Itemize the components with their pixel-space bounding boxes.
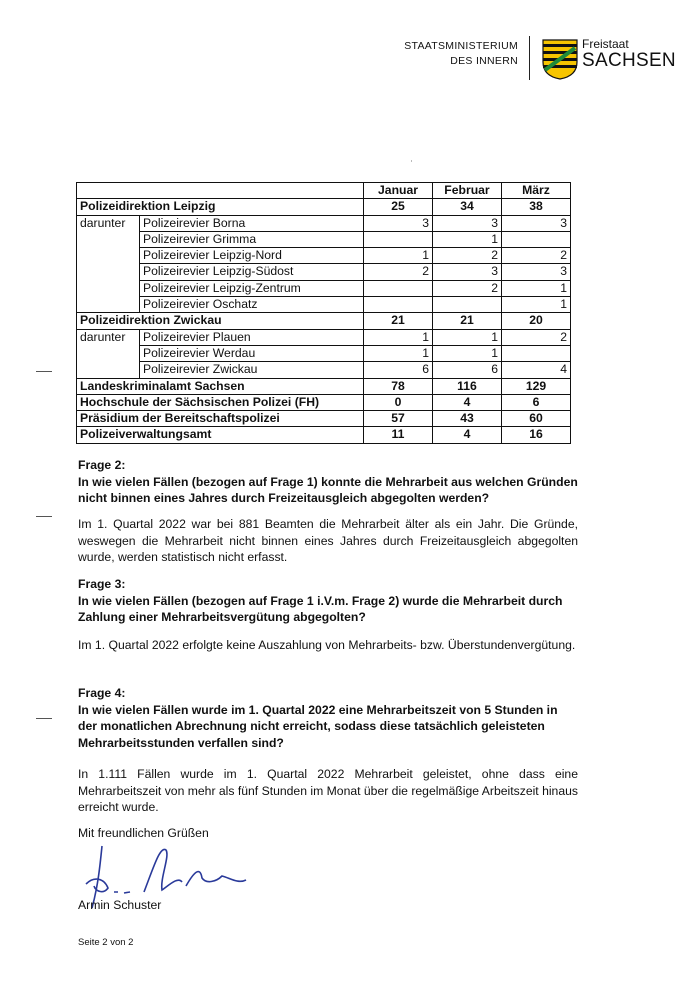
cell-jan: 3 <box>364 215 433 231</box>
question-2-heading: Frage 2: <box>78 458 126 472</box>
question-2-text: In wie vielen Fällen (bezogen auf Frage 1) konnte die Mehrarbeit aus welchen Gründen nicht binnen eines Jahres durch Freizeitausgleich abgegolten werden? <box>78 474 578 505</box>
cell-mar: 60 <box>502 411 571 427</box>
table-header-row <box>77 183 571 199</box>
row-label: Polizeirevier Grimma <box>140 231 364 247</box>
ministry-name <box>398 39 518 69</box>
cell-jan: 1 <box>364 345 433 361</box>
cell-feb: 116 <box>433 378 502 394</box>
cell-feb: 43 <box>433 411 502 427</box>
row-group <box>77 231 140 247</box>
table-header-march: März <box>502 183 571 199</box>
table-row-sub <box>77 345 571 361</box>
cell-jan: 0 <box>364 394 433 410</box>
row-group <box>77 248 140 264</box>
cell-jan: 21 <box>364 313 433 329</box>
question-3 <box>78 576 578 626</box>
cell-mar: 6 <box>502 394 571 410</box>
table-body <box>77 199 571 443</box>
cell-feb: 34 <box>433 199 502 215</box>
table-row-main <box>77 394 571 410</box>
row-label: Polizeidirektion Zwickau <box>77 313 364 329</box>
answer-3: Im 1. Quartal 2022 erfolgte keine Auszahlung von Mehrarbeits- bzw. Überstundenvergütung. <box>78 638 576 652</box>
cell-jan: 57 <box>364 411 433 427</box>
row-group <box>77 264 140 280</box>
cell-jan <box>364 297 433 313</box>
margin-mark <box>36 371 52 372</box>
signer-name: Armin Schuster <box>78 898 162 912</box>
row-label: Polizeirevier Zwickau <box>140 362 364 378</box>
row-label: Landeskriminalamt Sachsen <box>77 378 364 394</box>
overtime-table <box>76 182 571 444</box>
closing-greeting: Mit freundlichen Grüßen <box>78 826 209 840</box>
cell-mar: 1 <box>502 280 571 296</box>
ministry-line-1: STAATSMINISTERIUM <box>404 40 518 52</box>
margin-mark <box>36 718 52 719</box>
table-row-main <box>77 411 571 427</box>
brand-line-2: SACHSEN <box>582 50 676 71</box>
cell-jan <box>364 280 433 296</box>
cell-jan: 6 <box>364 362 433 378</box>
cell-feb: 1 <box>433 329 502 345</box>
cell-mar: 2 <box>502 248 571 264</box>
row-label: Polizeirevier Leipzig-Nord <box>140 248 364 264</box>
cell-jan: 78 <box>364 378 433 394</box>
question-2 <box>78 457 578 507</box>
row-label: Hochschule der Sächsischen Polizei (FH) <box>77 394 364 410</box>
row-label: Polizeirevier Leipzig-Südost <box>140 264 364 280</box>
row-label: Polizeirevier Werdau <box>140 345 364 361</box>
cell-feb: 6 <box>433 362 502 378</box>
ministry-line-2: DES INNERN <box>450 55 518 67</box>
cell-feb: 1 <box>433 345 502 361</box>
question-3-text: In wie vielen Fällen (bezogen auf Frage 1 i.V.m. Frage 2) wurde die Mehrarbeit durch Zahlung einer Mehrarbeitsvergütung abgegolten? <box>78 593 563 624</box>
cell-mar: 4 <box>502 362 571 378</box>
answer-2: Im 1. Quartal 2022 war bei 881 Beamten die Mehrarbeit älter als ein Jahr. Die Gründe, weswegen die Mehrarbeit nicht binnen eines Jahres durch Freizeitausgleich abgegolten wurde, werden statistisch nicht erfasst. <box>78 517 578 564</box>
cell-mar: 16 <box>502 427 571 443</box>
question-4 <box>78 685 578 751</box>
cell-jan: 25 <box>364 199 433 215</box>
table-row-sub <box>77 329 571 345</box>
cell-mar: 1 <box>502 297 571 313</box>
cell-feb: 3 <box>433 215 502 231</box>
row-label: Polizeiverwaltungsamt <box>77 427 364 443</box>
cell-feb: 1 <box>433 231 502 247</box>
cell-feb: 4 <box>433 394 502 410</box>
table-row-sub <box>77 362 571 378</box>
table-row-sub <box>77 264 571 280</box>
cell-mar: 129 <box>502 378 571 394</box>
table-row-main <box>77 313 571 329</box>
saxony-crest-icon <box>541 38 579 80</box>
table-row-sub <box>77 231 571 247</box>
row-group <box>77 362 140 378</box>
table-header-january: Januar <box>364 183 433 199</box>
page-footer: Seite 2 von 2 <box>78 937 134 948</box>
table-row-main <box>77 378 571 394</box>
cell-feb <box>433 297 502 313</box>
cell-mar <box>502 231 571 247</box>
cell-feb: 2 <box>433 280 502 296</box>
cell-jan: 11 <box>364 427 433 443</box>
cell-feb: 3 <box>433 264 502 280</box>
table-row-main <box>77 199 571 215</box>
question-4-text: In wie vielen Fällen wurde im 1. Quartal 2022 eine Mehrarbeitszeit von 5 Stunden in der monatlichen Abrechnung nicht erreicht, sodass diese tatsächlich geleisteten Mehrarbeitsstunden verfallen sind? <box>78 702 558 750</box>
row-label: Polizeirevier Leipzig-Zentrum <box>140 280 364 296</box>
row-label: Polizeirevier Oschatz <box>140 297 364 313</box>
brand-wordmark <box>582 37 676 71</box>
row-label: Polizeirevier Borna <box>140 215 364 231</box>
brand-line-1: Freistaat <box>582 37 629 51</box>
cell-jan: 2 <box>364 264 433 280</box>
table-row-sub <box>77 215 571 231</box>
table-row-sub <box>77 297 571 313</box>
answer-4: In 1.111 Fällen wurde im 1. Quartal 2022 Mehrarbeit geleistet, ohne dass eine Mehrarbeitszeit von mehr als fünf Stunden im Monat über die regelmäßige Arbeitszeit hinaus erreicht wurde. <box>78 767 578 814</box>
row-label: Präsidium der Bereitschaftspolizei <box>77 411 364 427</box>
cell-feb: 4 <box>433 427 502 443</box>
question-4-heading: Frage 4: <box>78 686 126 700</box>
row-group: darunter <box>77 329 140 345</box>
table-row-main <box>77 427 571 443</box>
scan-speck <box>411 160 412 162</box>
margin-mark <box>36 516 52 517</box>
row-label: Polizeirevier Plauen <box>140 329 364 345</box>
table-row-sub <box>77 280 571 296</box>
cell-feb: 2 <box>433 248 502 264</box>
cell-mar: 38 <box>502 199 571 215</box>
cell-jan: 1 <box>364 329 433 345</box>
cell-jan: 1 <box>364 248 433 264</box>
cell-mar: 2 <box>502 329 571 345</box>
header-divider <box>529 36 530 80</box>
table-row-sub <box>77 248 571 264</box>
cell-feb: 21 <box>433 313 502 329</box>
table-header-label <box>77 183 364 199</box>
row-group <box>77 280 140 296</box>
cell-mar <box>502 345 571 361</box>
cell-mar: 3 <box>502 215 571 231</box>
row-group: darunter <box>77 215 140 231</box>
cell-jan <box>364 231 433 247</box>
row-group <box>77 297 140 313</box>
table-header-february: Februar <box>433 183 502 199</box>
cell-mar: 3 <box>502 264 571 280</box>
row-label: Polizeidirektion Leipzig <box>77 199 364 215</box>
cell-mar: 20 <box>502 313 571 329</box>
row-group <box>77 345 140 361</box>
question-3-heading: Frage 3: <box>78 577 126 591</box>
